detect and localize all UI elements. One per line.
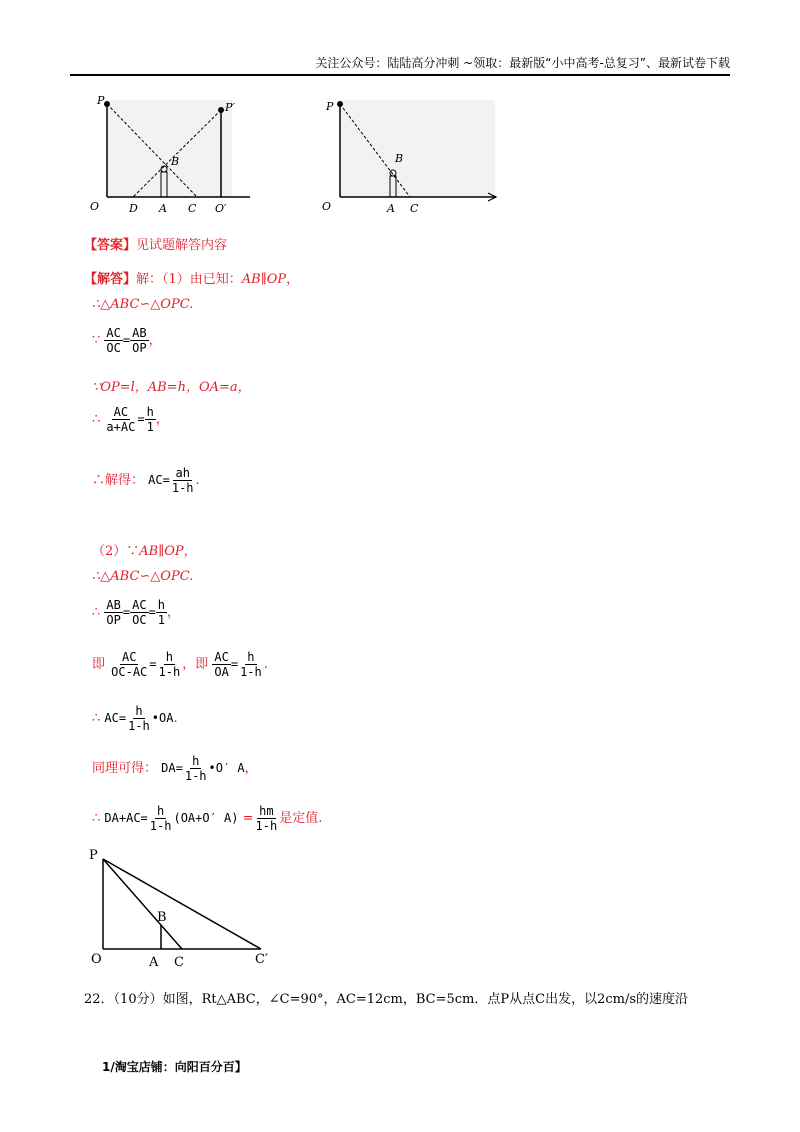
solution-line-1: [84, 268, 299, 287]
fraction-hm-1-h: $\frac{hm}{1-h}$: [255, 804, 278, 833]
fig1-label-o: O: [90, 200, 100, 213]
fig3-label-c-prime: C′: [255, 952, 268, 967]
fig1-label-p-prime: P′: [225, 101, 235, 114]
comma: ，: [155, 412, 169, 427]
fig3-label-p: P: [89, 848, 98, 863]
solve-label: 解得：: [105, 473, 145, 488]
fig1-label-c: C: [188, 202, 197, 215]
fraction-ah-1-h: $\frac{ah}{1-h}$: [171, 466, 194, 495]
fraction-h-1-h: $\frac{h}{1-h}$: [184, 754, 207, 783]
therefore-symbol: ∴: [92, 297, 101, 312]
fraction-ac-oc-minus-ac: $\frac{AC}{OC-AC}$: [111, 650, 148, 679]
fig1-label-p: P: [97, 94, 105, 107]
times-o-prime-a: •O′ A: [208, 761, 245, 775]
solution-given: [92, 376, 251, 395]
fig2-label-p: P: [326, 100, 334, 113]
same-label: 同理可得：: [92, 761, 158, 776]
equals-sign: =: [242, 811, 254, 826]
fraction-h-1-h: $\frac{h}{1-h}$: [128, 704, 150, 733]
fig3-label-b: B: [157, 910, 167, 925]
therefore-symbol: ∴: [92, 811, 101, 826]
fraction-ac-oa: $\frac{AC}{OA}$: [214, 650, 229, 679]
part-2-intro: [92, 540, 197, 559]
ac-equals: AC=: [148, 473, 170, 487]
fig2-label-b: B: [395, 152, 404, 165]
part-2-label: （2）∵: [92, 544, 140, 559]
page-number: 1/: [102, 1060, 115, 1074]
answer-tag: 【答案】: [84, 238, 137, 253]
fraction-ac-oc: $\frac{AC}{OC}$: [106, 326, 121, 355]
fraction-ab-op: $\frac{AB}{OP}$: [106, 598, 121, 627]
fig1-label-a: A: [159, 202, 167, 215]
fig3-label-o: O: [91, 952, 102, 967]
page-header: [70, 54, 730, 76]
times-oa: •OA: [151, 711, 174, 725]
figure-2-lamp-diagram: [318, 90, 503, 215]
comma: ，: [286, 272, 300, 287]
fraction-ac-a-plus-ac: $\frac{AC}{a+AC}$: [106, 405, 136, 434]
solution-result-1: [92, 466, 200, 495]
because-symbol: ∵: [92, 333, 101, 348]
solution-similar-1: [92, 297, 193, 312]
comma: ，: [183, 544, 197, 559]
therefore-symbol: ∴: [92, 473, 106, 488]
header-text: 关注公众号：陆陆高分冲刺 ~领取：最新版“小中高考-总复习”、最新试卷下载: [315, 56, 730, 70]
fraction-h-1: $\frac{h}{1}$: [146, 405, 154, 434]
da-plus-ac-equals: DA+AC=: [104, 811, 148, 825]
question-22-text: 22．（10分）如图，Rt△ABC，∠C=90°，AC=12cm，BC=5cm．点P从点C出发，以2cm/s的速度沿: [84, 992, 689, 1007]
sum-oa-o-prime-a: (OA+O′ A): [173, 811, 239, 825]
question-22: [84, 988, 688, 1007]
comma: ，: [148, 333, 162, 348]
figure-3-triangle-diagram: [85, 845, 285, 970]
solution-intro: 解：（1）由已知：: [136, 272, 242, 287]
comma: ，: [244, 761, 258, 776]
therefore-symbol: ∴: [92, 605, 101, 620]
solution-ratio-3: ∴ $\frac{AB}{OP}$ = $\frac{AC}{OC}$ = $\frac{h}{1}$ ，: [92, 598, 181, 627]
solution-ratio-2: ∴ $\frac{AC}{a+AC}$ = $\frac{h}{1}$ ，: [92, 405, 169, 434]
fraction-h-1-h: $\frac{h}{1-h}$: [149, 804, 172, 833]
fig1-label-d: D: [129, 202, 138, 215]
ji-label: 即: [92, 657, 106, 672]
fig3-label-c: C: [174, 955, 184, 970]
solution-ratio-4: 即 $\frac{AC}{OC-AC}$ = $\frac{h}{1-h}$ ，即 $\frac{AC}{OA}$ = $\frac{h}{1-h}$ .: [92, 650, 268, 679]
because-symbol: ∵: [92, 380, 101, 395]
fraction-h-1-h: $\frac{h}{1-h}$: [158, 650, 181, 679]
solution-tag: 【解答】: [84, 272, 137, 287]
solution-result-3: [92, 754, 258, 783]
similar-statement: △ABC∽△OPC.: [100, 297, 194, 312]
solution-result-2: [92, 704, 178, 733]
ab-parallel-op: AB∥OP: [139, 544, 184, 559]
page-footer: [102, 1058, 247, 1075]
similar-statement: △ABC∽△OPC.: [100, 569, 194, 584]
period: .: [263, 657, 268, 672]
period: .: [173, 711, 178, 726]
fig2-label-a: A: [387, 202, 395, 215]
fig1-label-b: B: [171, 155, 180, 168]
fraction-ab-op: $\frac{AB}{OP}$: [132, 326, 147, 355]
solution-ratio-1: ∵ $\frac{AC}{OC}$ = $\frac{AB}{OP}$ ，: [92, 326, 162, 355]
constant-statement: 是定值.: [279, 811, 323, 826]
solution-similar-2: [92, 569, 193, 584]
ji-label: 即: [195, 657, 209, 672]
fraction-h-1-h: $\frac{h}{1-h}$: [240, 650, 262, 679]
therefore-symbol: ∴: [92, 711, 101, 726]
fraction-ac-oc: $\frac{AC}{OC}$: [132, 598, 147, 627]
solution-conclusion: [92, 804, 322, 833]
given-values: OP=l，AB=h，OA=a，: [100, 380, 251, 395]
fraction-h-1: $\frac{h}{1}$: [157, 598, 166, 627]
comma: ，: [182, 657, 196, 672]
fig1-label-o-prime: O′: [215, 202, 227, 215]
fig2-label-c: C: [410, 202, 419, 215]
therefore-symbol: ∴: [92, 412, 101, 427]
period: .: [195, 473, 200, 488]
ac-equals: AC=: [104, 711, 127, 725]
fig2-label-o: O: [322, 200, 332, 213]
da-equals: DA=: [161, 761, 183, 775]
therefore-symbol: ∴: [92, 569, 101, 584]
footer-text: 淘宝店铺：向阳百分百】: [114, 1060, 247, 1074]
figure-1-lamp-diagram: [85, 90, 275, 215]
comma: ，: [167, 605, 181, 620]
fig3-label-a: A: [149, 955, 159, 970]
answer-line: [84, 234, 227, 253]
answer-text: 见试题解答内容: [136, 238, 228, 253]
ab-parallel-op: AB∥OP: [241, 272, 287, 287]
